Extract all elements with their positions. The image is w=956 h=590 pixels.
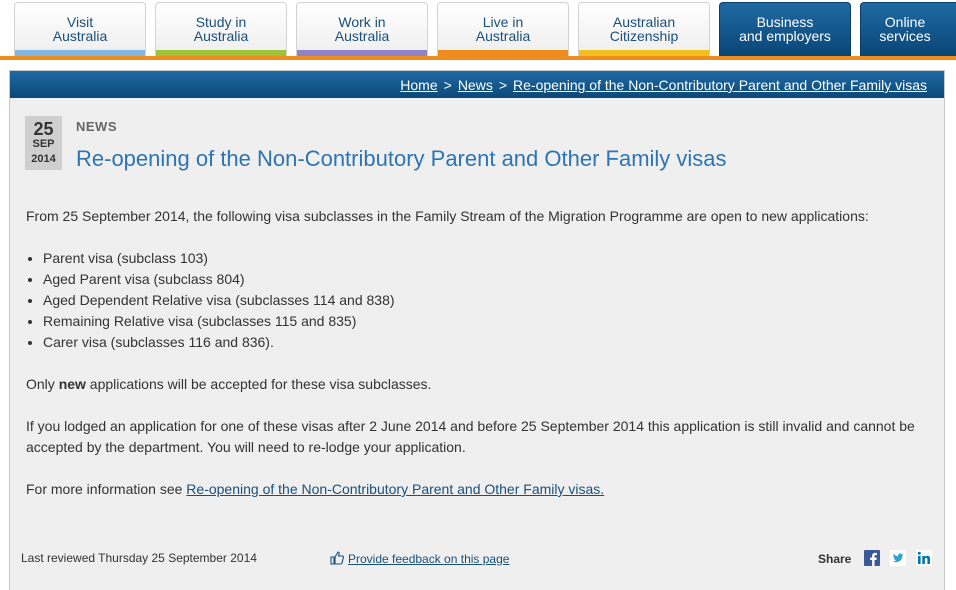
top-navigation <box>0 0 956 62</box>
tab-label: Work in Australia <box>334 14 390 44</box>
breadcrumb-news-link[interactable]: News <box>457 77 493 93</box>
tab-business-and-employers[interactable] <box>719 2 851 56</box>
date-year: 2014 <box>31 153 56 165</box>
tab-label: Online services <box>879 14 931 44</box>
feedback-link[interactable]: Provide feedback on this page <box>348 552 510 566</box>
date-month: SEP <box>32 138 55 150</box>
only-prefix: Only <box>26 376 59 392</box>
tab-live-in-australia[interactable] <box>437 2 569 56</box>
only-new-emphasis: new <box>58 376 86 392</box>
tab-online-services[interactable] <box>860 2 956 56</box>
visa-list <box>43 248 931 353</box>
breadcrumb-separator: > <box>498 77 508 93</box>
breadcrumb <box>400 77 927 93</box>
breadcrumb-current-link[interactable]: Re-opening of the Non-Contributory Parent and Other Family visas <box>513 77 927 93</box>
list-item: • Remaining Relative visa (subclasses 115 and 835) <box>43 311 931 332</box>
list-item: • Carer visa (subclasses 116 and 836). <box>43 332 931 353</box>
breadcrumb-bar <box>10 71 944 98</box>
twitter-icon[interactable] <box>890 550 906 566</box>
list-item: • Parent visa (subclass 103) <box>43 248 931 269</box>
page-footer <box>10 549 944 590</box>
tab-label: Study in Australia <box>193 14 249 44</box>
more-info-link[interactable]: Re-opening of the Non-Contributory Parent and Other Family visas. <box>186 481 605 497</box>
breadcrumb-home-link[interactable]: Home <box>400 77 438 93</box>
content-panel <box>9 70 945 590</box>
tab-label: Australian Citizenship <box>609 14 679 44</box>
more-info-paragraph <box>26 479 931 500</box>
tab-study-in-australia[interactable] <box>155 2 287 56</box>
tab-australian-citizenship[interactable] <box>578 2 710 56</box>
article-body <box>26 206 931 521</box>
date-day: 25 <box>33 119 54 139</box>
facebook-icon[interactable] <box>864 550 880 566</box>
thumbs-up-icon <box>330 551 344 565</box>
tab-label: Live in Australia <box>475 14 531 44</box>
nav-active-line <box>0 56 956 60</box>
article-category: NEWS <box>76 119 117 134</box>
last-reviewed-text: Last reviewed Thursday 25 September 2014 <box>21 551 257 565</box>
only-suffix: applications will be accepted for these visa subclasses. <box>85 376 432 392</box>
tab-label: Visit Australia <box>52 14 108 44</box>
lodged-note-paragraph: If you lodged an application for one of these visas after 2 June 2014 and before 25 September 2014 this application is still invalid and cannot be accepted by the department. You will need to re-lodge your application. <box>26 418 915 455</box>
only-new-paragraph <box>26 374 931 395</box>
tab-label: Business and employers <box>739 14 831 44</box>
date-badge <box>25 116 62 170</box>
share-label: Share <box>818 552 852 566</box>
list-item: • Aged Dependent Relative visa (subclasses 114 and 838) <box>43 290 931 311</box>
breadcrumb-separator: > <box>443 77 452 93</box>
tab-visit-australia[interactable] <box>14 2 146 56</box>
more-info-prefix: For more information see <box>26 481 187 497</box>
tab-work-in-australia[interactable] <box>296 2 428 56</box>
feedback-area <box>330 551 509 566</box>
list-item: • Aged Parent visa (subclass 804) <box>43 269 931 290</box>
intro-paragraph: From 25 September 2014, the following visa subclasses in the Family Stream of the Migration Programme are open to new applications: <box>26 208 869 224</box>
page-title: Re-opening of the Non-Contributory Parent and Other Family visas <box>76 146 727 171</box>
linkedin-icon[interactable] <box>916 550 932 566</box>
